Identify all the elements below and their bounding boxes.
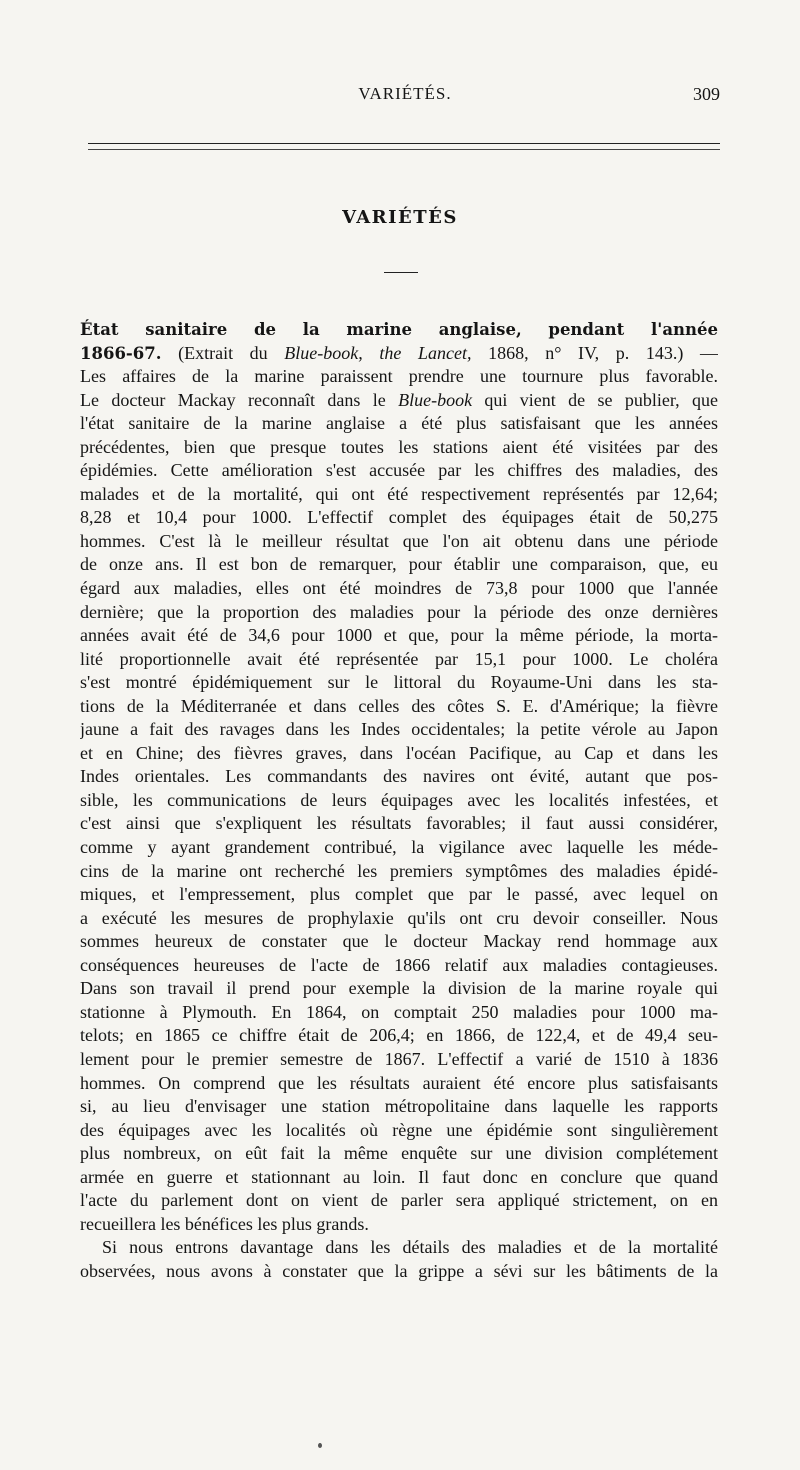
italic-text: Blue-book, the Lancet,: [284, 342, 472, 363]
text-line: [80, 530, 718, 554]
text-run: miques, et l'empressement, plus complet que par le passé, avec lequel on: [80, 884, 718, 905]
text-run: conséquences heureuses de l'acte de 1866 relatif aux maladies contagieuses.: [80, 954, 718, 975]
text-run: stationne à Plymouth. En 1864, on comptait 250 maladies pour 1000 ma-: [80, 1001, 718, 1022]
text-line: [80, 977, 718, 1001]
text-line: [80, 718, 718, 742]
text-run: de onze ans. Il est bon de remarquer, pour établir une comparaison, que, eu: [80, 554, 718, 575]
text-run: 1868, n° IV, p. 143.) —: [471, 342, 718, 363]
text-line: [80, 1166, 718, 1190]
text-line: [80, 601, 718, 625]
text-line: [80, 389, 718, 413]
text-line: [80, 1142, 718, 1166]
text-line: [80, 789, 718, 813]
text-line: [80, 553, 718, 577]
text-line: [80, 365, 718, 389]
text-run: cins de la marine ont recherché les premiers symptômes des maladies épidé-: [80, 860, 718, 881]
text-run: égard aux maladies, elles ont été moindres de 73,8 pour 1000 que l'année: [80, 578, 718, 599]
text-line: [80, 836, 718, 860]
text-line: [80, 624, 718, 648]
text-line: [80, 883, 718, 907]
text-line: [80, 1001, 718, 1025]
text-run: hommes. On comprend que les résultats auraient été encore plus satisfaisants: [80, 1072, 718, 1093]
text-line: [80, 1213, 718, 1237]
text-line: [80, 860, 718, 884]
text-run: Le docteur Mackay reconnaît dans le: [80, 389, 399, 410]
text-line: [80, 695, 718, 719]
text-line: [80, 907, 718, 931]
text-run: recueillera les bénéfices les plus grands.: [80, 1213, 369, 1234]
text-line: [80, 930, 718, 954]
text-run: précédentes, bien que presque toutes les stations aient été visitées par des: [80, 436, 718, 457]
text-line: [80, 1236, 718, 1260]
text-line: [80, 436, 718, 460]
page-header: [90, 84, 720, 114]
text-run: malades et de la mortalité, qui ont été respectivement représentés par 12,64;: [80, 483, 718, 504]
text-line: [80, 506, 718, 530]
text-run: sommes heureux de constater que le docteur Mackay rend hommage aux: [80, 931, 718, 952]
text-line: [80, 648, 718, 672]
text-run: Indes orientales. Les commandants des navires ont évité, autant que pos-: [80, 766, 718, 787]
text-run: plus nombreux, on eût fait la même enquête sur une division complétement: [80, 1143, 718, 1164]
running-title: VARIÉTÉS.: [358, 84, 452, 103]
text-line: [80, 1260, 718, 1284]
text-line: [80, 1048, 718, 1072]
text-line: [80, 1119, 718, 1143]
text-line: [80, 577, 718, 601]
text-line: [80, 1095, 718, 1119]
text-run: l'état sanitaire de la marine anglaise a été plus satisfaisant que les années: [80, 413, 718, 434]
text-run: 8,28 et 10,4 pour 1000. L'effectif complet des équipages était de 50,275: [80, 507, 718, 528]
text-run: jaune a fait des ravages dans les Indes occidentales; la petite vérole au Japon: [80, 719, 718, 740]
text-run: des équipages avec les localités où règne une épidémie sont singulièrement: [80, 1119, 718, 1140]
header-double-rule: [88, 143, 720, 150]
text-run: sible, les communications de leurs équipages avec les localités infestées, et: [80, 789, 718, 810]
article-lead-title: État sanitaire de la marine anglaise, pendant l'année: [80, 320, 718, 339]
text-run: observées, nous avons à constater que la grippe a sévi sur les bâtiments de la: [80, 1260, 718, 1281]
text-run: s'est montré épidémiquement sur le littoral du Royaume-Uni dans les sta-: [80, 672, 718, 693]
text-line: [80, 812, 718, 836]
section-separator: [384, 272, 418, 273]
text-run: (Extrait du: [161, 342, 285, 363]
text-line: [80, 483, 718, 507]
text-run: a exécuté les mesures de prophylaxie qu'ils ont cru devoir conseiller. Nous: [80, 907, 718, 928]
text-line: [80, 342, 718, 366]
text-run: Les affaires de la marine paraissent prendre une tournure plus favorable.: [80, 366, 718, 387]
text-line: [80, 765, 718, 789]
text-run: l'acte du parlement dont on vient de parler sera appliqué strictement, on en: [80, 1190, 718, 1211]
italic-text: Blue-book: [398, 389, 473, 410]
text-run: lité proportionnelle avait été représentée par 15,1 pour 1000. Le choléra: [80, 648, 718, 669]
text-run: c'est ainsi que s'expliquent les résultats favorables; il faut aussi considérer,: [80, 813, 718, 834]
text-run: comme y ayant grandement contribué, la vigilance avec laquelle les méde-: [80, 837, 718, 858]
section-title: VARIÉTÉS: [342, 207, 458, 228]
text-run: Dans son travail il prend pour exemple la division de la marine royale qui: [80, 978, 718, 999]
text-line: [80, 1024, 718, 1048]
text-line: [80, 1072, 718, 1096]
text-line: [80, 318, 718, 342]
text-run: telots; en 1865 ce chiffre était de 206,4; en 1866, de 122,4, et de 49,4 seu-: [80, 1025, 718, 1046]
article-body: [80, 318, 718, 1283]
text-line: [80, 671, 718, 695]
text-run: tions de la Méditerranée et dans celles des côtes S. E. d'Amérique; la fièvre: [80, 695, 718, 716]
text-run: Si nous entrons davantage dans les détails des maladies et de la mortalité: [102, 1237, 718, 1258]
text-line: [80, 742, 718, 766]
text-run: si, au lieu d'envisager une station métropolitaine dans laquelle les rapports: [80, 1096, 718, 1117]
text-run: épidémies. Cette amélioration s'est accusée par les chiffres des maladies, des: [80, 460, 718, 481]
article-lead-title: 1866-67.: [80, 343, 162, 363]
text-run: et en Chine; des fièvres graves, dans l'océan Pacifique, au Cap et dans les: [80, 742, 718, 763]
text-line: [80, 954, 718, 978]
text-run: qui vient de se publier, que: [472, 389, 718, 410]
text-run: armée en guerre et stationnant au loin. Il faut donc en conclure que quand: [80, 1166, 718, 1187]
text-line: [80, 459, 718, 483]
print-mark: [318, 1443, 322, 1448]
text-run: hommes. C'est là le meilleur résultat que l'on ait obtenu dans une période: [80, 530, 718, 551]
text-run: lement pour le premier semestre de 1867. L'effectif a varié de 1510 à 1836: [80, 1048, 718, 1069]
text-run: dernière; que la proportion des maladies pour la période des onze dernières: [80, 601, 718, 622]
text-run: années avait été de 34,6 pour 1000 et que, pour la même période, la morta-: [80, 625, 718, 646]
text-line: [80, 412, 718, 436]
text-line: [80, 1189, 718, 1213]
page-number: 309: [693, 84, 720, 104]
